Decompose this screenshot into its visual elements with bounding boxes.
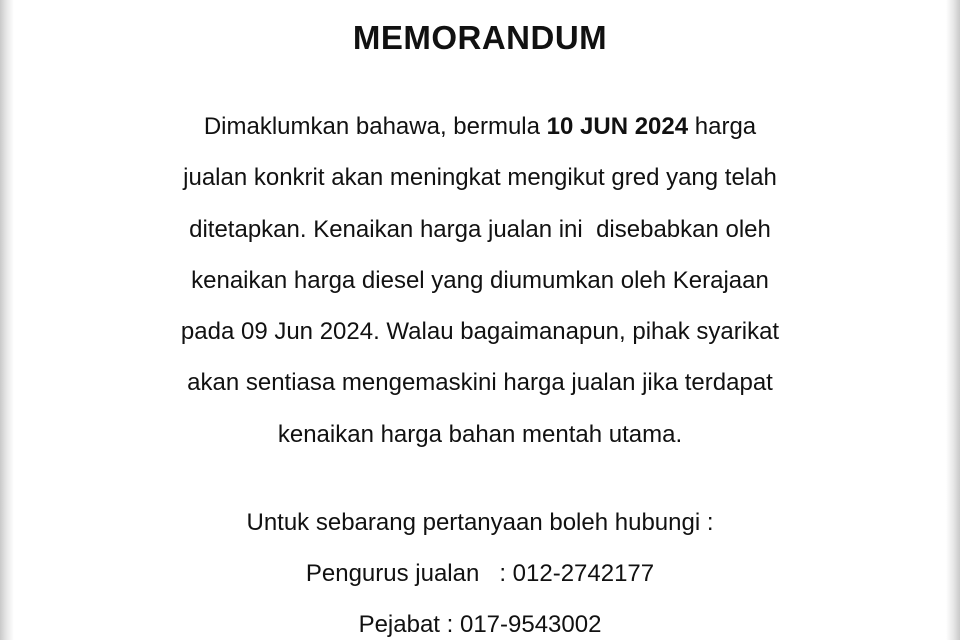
paragraph-line-7: kenaikan harga bahan mentah utama.	[277, 420, 683, 448]
effective-date: 10 JUN 2024	[546, 113, 689, 140]
contact-section	[0, 497, 960, 640]
paragraph-line-6: akan sentiasa mengemaskini harga jualan jika terdapat	[187, 369, 773, 397]
paragraph-line-2: jualan konkrit akan meningkat mengikut gred yang telah	[183, 164, 777, 192]
memo-title: MEMORANDUM	[352, 19, 608, 56]
paragraph-line-3: ditetapkan. Kenaikan harga jualan ini disebabkan oleh	[189, 215, 771, 243]
memo-paragraph	[0, 101, 960, 460]
contact-intro: Untuk sebarang pertanyaan boleh hubungi :	[246, 509, 714, 536]
paragraph-line-1-end: harga	[688, 113, 757, 140]
contact-office: Pejabat : 017-9543002	[358, 611, 602, 638]
contact-sales-manager: Pengurus jualan : 012-2742177	[305, 560, 655, 587]
paragraph-line-4: kenaikan harga diesel yang diumumkan oleh Kerajaan	[191, 266, 769, 294]
paragraph-line-1	[0, 101, 960, 152]
paragraph-line-1-start: Dimaklumkan bahawa, bermula	[203, 113, 547, 140]
paragraph-line-5: pada 09 Jun 2024. Walau bagaimanapun, pihak syarikat	[180, 318, 780, 346]
